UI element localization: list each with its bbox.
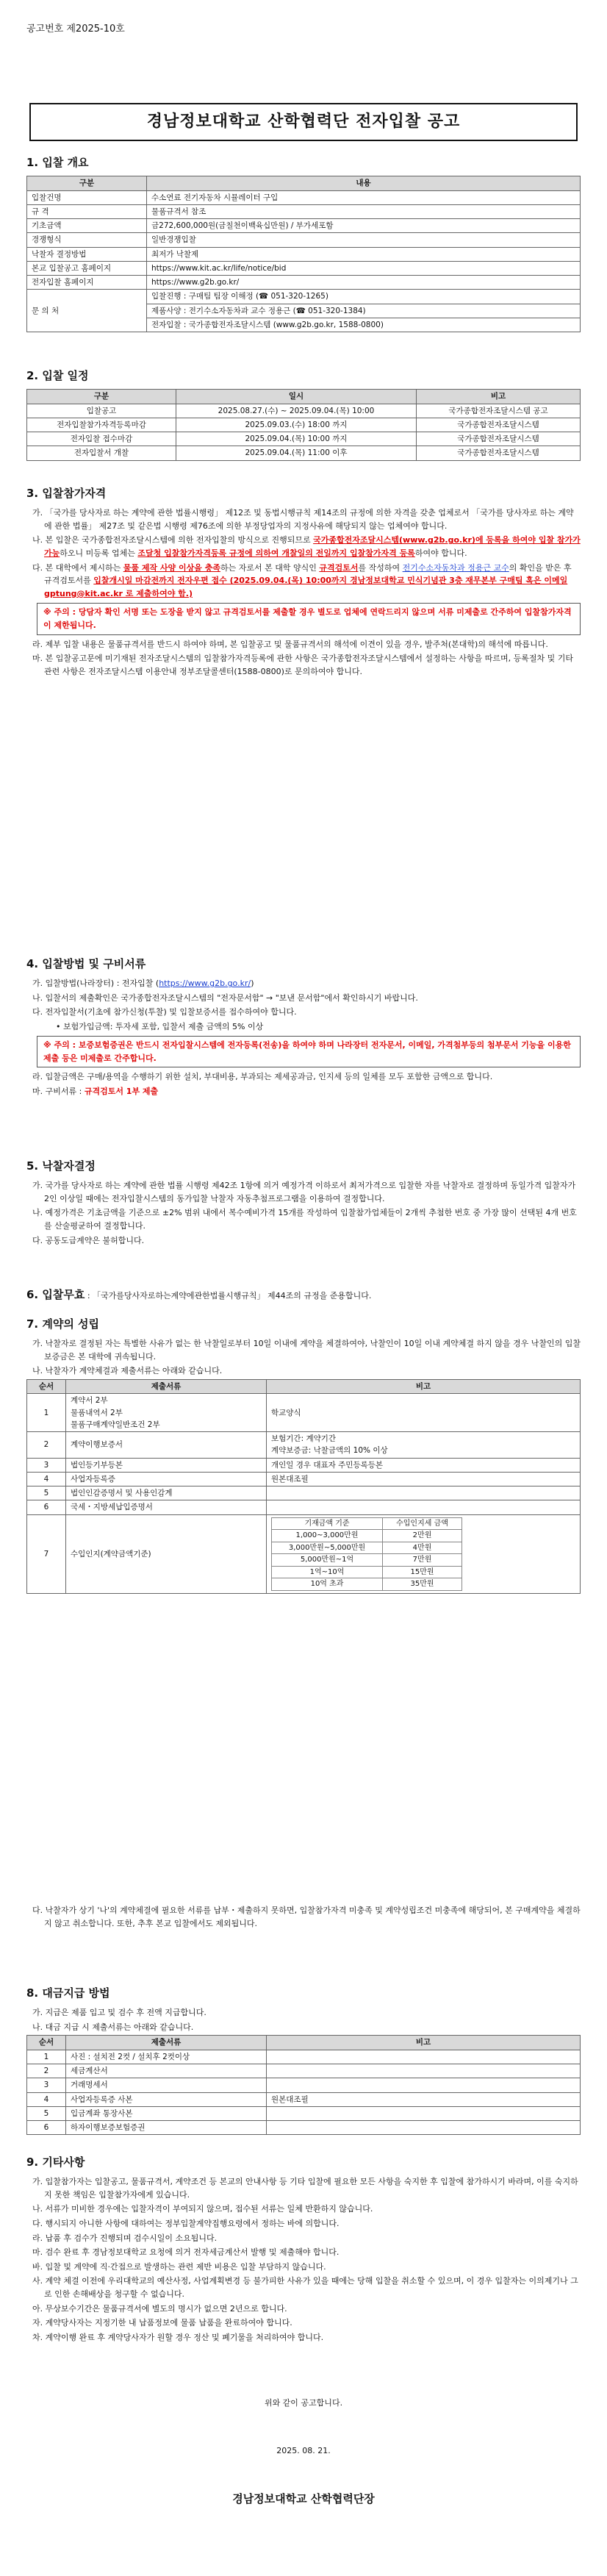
cell: 국가종합전자조달시스템 공고 — [417, 404, 581, 418]
cell — [267, 2106, 581, 2120]
cell: 5,000만원~1억 — [272, 1554, 383, 1567]
row-key: 입찰건명 — [27, 190, 147, 204]
section-heading: 2. 입찰 일정 — [26, 369, 89, 382]
table-row — [27, 1500, 581, 1514]
paragraph-ra: 라. 입찰금액은 구매/용역을 수행하기 위한 설치, 부대비용, 부과되는 제세공과금, 인지세 등의 일체를 모두 포함한 금액으로 합니다. — [32, 1072, 493, 1082]
list-item: 마. 검수 완료 후 경남정보대학교 요청에 의거 전자세금계산서 발행 및 제출해야 합니다. — [32, 2247, 340, 2258]
table-row — [27, 2106, 581, 2120]
section-method — [26, 956, 581, 1099]
overview-table — [26, 176, 581, 332]
cell: 전자입찰 접수마감 — [27, 432, 176, 446]
emphasis-text: 국가종합전자조달시스템(www.g2b.go.kr)에 등록을 하여야 입찰 참가가 가능 — [44, 535, 581, 559]
table-header: 비고 — [417, 390, 581, 404]
table-header: 순서 — [27, 2036, 66, 2050]
cell: 1 — [27, 2050, 66, 2064]
table-header: 구분 — [27, 176, 147, 190]
cell: 원본대조필 — [267, 1472, 581, 1486]
section-award — [26, 1158, 581, 1248]
g2b-link[interactable]: https://www.g2b.go.kr/ — [159, 978, 251, 989]
cell: 7만원 — [383, 1554, 462, 1567]
cell: 세금계산서 — [66, 2064, 267, 2078]
table-row — [272, 1578, 462, 1591]
bid-notice-link[interactable]: https://www.kit.ac.kr/life/notice/bid — [147, 261, 581, 275]
page-title: 경남정보대학교 산학협력단 전자입찰 공고 — [29, 103, 578, 141]
row-value: 금272,600,000원(금칠천이백육십만원) / 부가세포함 — [147, 219, 581, 233]
list-item: 다. 행시되지 아니한 사항에 대하여는 정부입찰계약집행요령에서 정하는 바에 의합니다. — [32, 2219, 340, 2229]
table-row — [272, 1542, 462, 1554]
cell: 사업자등록증 사본 — [66, 2092, 267, 2106]
text: 마. 구비서류 : — [32, 1086, 85, 1096]
paragraph-ga: 가. 국가를 당사자로 하는 계약에 관한 법률 시행령 제42조 1항에 의거 예정가격 이하로서 최저가격으로 입찰한 자를 낙찰자로 결정하며 동일가격 입찰자가 2인 이상일 때에는 전자입찰시스템의 동가입찰 낙찰자 자동추첨프로그램을 이용하여 결정합니다. — [32, 1181, 576, 1203]
row-value: 일반경쟁입찰 — [147, 233, 581, 247]
row-value: 수소연료 전기자동차 시뮬레이터 구입 — [147, 190, 581, 204]
section-heading: 7. 계약의 성립 — [26, 1317, 100, 1331]
notice-number: 공고번호 제2025-10호 — [26, 24, 125, 35]
payment-docs-table — [26, 2035, 581, 2135]
section-heading: 5. 낙찰자결정 — [26, 1159, 96, 1173]
table-header: 기재금액 기준 — [272, 1517, 383, 1530]
paragraph-ga: 가. 낙찰자로 결정된 자는 특별한 사유가 없는 한 낙찰일로부터 10일 이내에 계약을 체결하여야, 낙찰인이 10일 이내 계약체결 하지 않을 경우 낙찰인의 입찰보증금은 본 대학에 귀속됩니다. — [32, 1339, 581, 1362]
doc-line: 계약서 2부 — [71, 1396, 108, 1406]
cell — [267, 2121, 581, 2135]
cell: 개인일 경우 대표자 주민등록등본 — [267, 1458, 581, 1472]
paragraph-na — [26, 534, 581, 559]
cell: 계약이행보증서 — [66, 1432, 267, 1459]
cell: 국세・지방세납입증명서 — [66, 1500, 267, 1514]
cell: 4만원 — [383, 1542, 462, 1554]
cell: 6 — [27, 2121, 66, 2135]
table-header: 비고 — [267, 1380, 581, 1394]
emphasis-text: 규격검토서 1부 제출 — [84, 1086, 159, 1096]
row-key: 규 격 — [27, 204, 147, 218]
contract-docs-table — [26, 1379, 581, 1594]
list-item: 가. 입찰참가자는 입찰공고, 물품규격서, 계약조건 등 본교의 안내사항 등 기타 입찰에 필요한 모든 사항을 숙지한 후 입찰에 참가하시기 바라며, 이를 숙지하지 못한 책임은 입찰참가자에게 있습니다. — [32, 2177, 578, 2200]
cell: 3 — [27, 1458, 66, 1472]
row-key: 전자입찰 홈페이지 — [27, 276, 147, 290]
warning-box: ※ 주의 : 당담자 확인 서명 또는 도장을 받지 않고 규격검토서를 제출할 경우 별도로 업체에 연락드리지 않으며 서류 미제출로 간주하여 입찰참가자격이 제한됩니다. — [37, 603, 581, 634]
text: 다. 본 대학에서 제시하는 — [32, 562, 123, 573]
cell: 1 — [27, 1394, 66, 1432]
cell: 하자이행보증보험증권 — [66, 2121, 267, 2135]
text: 하는 자로서 본 대학 양식인 — [220, 562, 320, 573]
paragraph-ga — [26, 977, 581, 990]
cell: 법인등기부등본 — [66, 1458, 267, 1472]
cell: 10억 초과 — [272, 1578, 383, 1591]
cell: 6 — [27, 1500, 66, 1514]
paragraph-ma: 마. 본 입찰공고문에 미기재된 전자조달시스템의 입찰참가자격등록에 관한 사항은 국가종합전자조달시스템에서 설정하는 사항을 따르며, 등록절차 및 기타 관련 사항은 전자조달시스템 이용안내 정부조달콜센터(1588-0800)로 문의하여야 합니다. — [32, 654, 574, 676]
cell: 2025.09.03.(수) 18:00 까지 — [176, 418, 417, 432]
schedule-table — [26, 389, 581, 460]
paragraph-na: 나. 예정가격은 기초금액을 기준으로 ±2% 범위 내에서 복수예비가격 15개를 작성하여 입찰참가업체들이 2개씩 추첨한 번호 중 가장 많이 선택된 4개 번호를 산술평균하여 결정합니다. — [32, 1208, 577, 1231]
section-heading: 1. 입찰 개요 — [26, 156, 89, 169]
closing-date: 2025. 08. 21. — [276, 2446, 331, 2455]
text: 하오니 미등록 업체는 — [60, 548, 138, 559]
section-eligibility — [26, 485, 581, 679]
table-header: 제출서류 — [66, 2036, 267, 2050]
row-key: 문 의 처 — [27, 290, 147, 332]
cell: 국가종합전자조달시스템 — [417, 446, 581, 460]
table-row — [27, 1458, 581, 1472]
table-row — [27, 290, 581, 304]
table-row — [27, 404, 581, 418]
section-heading: 9. 기타사항 — [26, 2155, 85, 2169]
row-key: 기초금액 — [27, 219, 147, 233]
table-header: 제출서류 — [66, 1380, 267, 1394]
section-heading: 6. 입찰무효 — [26, 1288, 85, 1301]
text: 나. 본 입찰은 국가종합전자조달시스템에 의한 전자입찰의 방식으로 진행되므로 — [32, 535, 314, 545]
table-row — [27, 204, 581, 218]
cell: 4 — [27, 1472, 66, 1486]
list-item: 바. 입찰 및 계약에 직·간접으로 발생하는 관련 제반 비용은 입찰 부담하지 않습니다. — [32, 2261, 326, 2272]
cell: 2025.08.27.(수) ~ 2025.09.04.(목) 10:00 — [176, 404, 417, 418]
emphasis-text: 입찰개시일 마감전까지 전자우편 접수 (2025.09.04.(목) 10:00까지 경남정보대학교 민식기념관 3층 재무본부 구매팀 혹은 이메일 gptung@kit.ac.kr 로 제출하여야 함.) — [44, 576, 568, 598]
section-overview — [26, 154, 581, 332]
section-misc — [26, 2154, 581, 2345]
cell — [267, 1500, 581, 1514]
table-row — [27, 2064, 581, 2078]
issuer-name: 경남정보대학교 산학협력단장 — [232, 2492, 375, 2505]
table-row — [27, 233, 581, 247]
contact-line: 입찰진행 : 구매팀 팀장 이해정 (☎ 051-320-1265) — [147, 290, 581, 304]
cell: 수입인지(계약금액기준) — [66, 1514, 267, 1593]
cell — [267, 1486, 581, 1500]
list-item: 아. 무상보수기간은 물품규격서에 별도의 명시가 없으면 2년으로 합니다. — [32, 2303, 287, 2314]
cell: 3,000만원~5,000만원 — [272, 1542, 383, 1554]
cell: 입찰공고 — [27, 404, 176, 418]
table-row — [27, 1514, 581, 1593]
list-item: 사. 계약 체결 이전에 우리대학교의 예산사정, 사업계획변경 등 불가피한 사유가 있을 때에는 당해 입찰을 취소할 수 있으며, 이 경우 입찰자는 이의제기나 그로 인한 손해배상을 청구할 수 없습니다. — [32, 2276, 578, 2299]
table-row — [27, 446, 581, 460]
table-header: 비고 — [267, 2036, 581, 2050]
paragraph-da — [26, 562, 581, 601]
list-item: 라. 납품 후 검수가 진행되며 검수시일이 소요됩니다. — [32, 2233, 218, 2243]
cell: 2025.09.04.(목) 11:00 이후 — [176, 446, 417, 460]
paragraph-na: 나. 낙찰자가 계약체결과 제출서류는 아래와 같습니다. — [32, 1366, 223, 1376]
paragraph-ma — [26, 1085, 581, 1098]
paragraph-na: 나. 대금 지급 시 제출서류는 아래와 같습니다. — [32, 2022, 194, 2032]
cell — [66, 1394, 267, 1432]
list-item: 차. 계약이행 완료 후 계약당사자가 원할 경우 정산 및 폐기물을 처리하여야 합니다. — [32, 2332, 324, 2342]
table-row — [272, 1554, 462, 1567]
cell: 입금계좌 통장사본 — [66, 2106, 267, 2120]
sub-bullet: • 보험가입금액: 투자세 포함, 입찰서 제출 금액의 5% 이상 — [56, 1022, 264, 1032]
section-schedule — [26, 368, 581, 461]
cell: 법인인감증명서 및 사용인감계 — [66, 1486, 267, 1500]
text: 가. 입찰방법(나라장터) : 전자입찰 ( — [32, 978, 159, 989]
paragraph-ga: 가. 지급은 제품 입고 및 검수 후 전액 지급합니다. — [32, 2008, 206, 2018]
section-invalid — [26, 1287, 581, 1303]
table-header: 수입인지세 금액 — [383, 1517, 462, 1530]
table-row — [27, 1486, 581, 1500]
cell: 원본대조필 — [267, 2092, 581, 2106]
table-row — [27, 219, 581, 233]
section-contract-continued — [26, 1904, 581, 1931]
text: 의 확인을 받은 후 규격검토서를 — [44, 562, 572, 586]
section-contract — [26, 1316, 581, 1594]
section-heading: 8. 대금지급 방법 — [26, 1986, 110, 2000]
paragraph-ga: 가. 「국가를 당사자로 하는 계약에 관한 법률시행령」 제12조 및 동법시행규칙 제14조의 규정에 의한 자격을 갖춘 업체로서 「국가를 당사자로 하는 계약에 관한 법률」 제27조 및 같은법 시행령 제76조에 의한 부정당업자의 지정사유에 해당되지 않는 업체여야 합니다. — [32, 508, 574, 531]
cell: 전자입찰서 개찰 — [27, 446, 176, 460]
cell: 전자입찰참가자격등록마감 — [27, 418, 176, 432]
section-heading: 4. 입찰방법 및 구비서류 — [26, 957, 146, 970]
paragraph-na: 나. 입찰서의 제출확인은 국가종합전자조달시스템의 "전자문서함" → "보낸 문서함"에서 확인하시기 바랍니다. — [32, 992, 418, 1003]
table-header: 내용 — [147, 176, 581, 190]
table-header: 구분 — [27, 390, 176, 404]
row-key: 낙찰자 결정방법 — [27, 247, 147, 261]
cell: 4 — [27, 2092, 66, 2106]
list-item: 나. 서류가 미비한 경우에는 입찰자격이 부여되지 않으며, 접수된 서류는 일체 반환하지 않습니다. — [32, 2204, 373, 2214]
paragraph-ra: 라. 제부 입찰 내용은 물품규격서를 반드시 하여야 하며, 본 입찰공고 및 물품규격서의 해석에 이견이 있을 경우, 발주처(본대학)의 해석에 따릅니다. — [32, 639, 548, 649]
cell: 국가종합전자조달시스템 — [417, 418, 581, 432]
table-row — [27, 190, 581, 204]
emphasis-text: 조달청 입찰참가자격등록 규정에 의하여 개찰일의 전일까지 입찰참가자격 등록 — [137, 548, 415, 559]
table-row — [27, 276, 581, 290]
emphasis-text: 규격검토서 — [319, 562, 359, 573]
cell: 2 — [27, 1432, 66, 1459]
text: 하여야 합니다. — [414, 548, 467, 559]
cell: 거래명세서 — [66, 2078, 267, 2092]
cell — [267, 2078, 581, 2092]
table-row — [27, 1394, 581, 1432]
cell: 국가종합전자조달시스템 — [417, 432, 581, 446]
table-row — [27, 1472, 581, 1486]
e-bid-link[interactable]: https://www.g2b.go.kr/ — [147, 276, 581, 290]
table-row — [27, 2078, 581, 2092]
table-row — [27, 418, 581, 432]
cell: 5 — [27, 1486, 66, 1500]
cell: 35만원 — [383, 1578, 462, 1591]
contact-line: 전자입찰 : 국가종합전자조달시스템 (www.g2b.go.kr, 1588-0800) — [147, 318, 581, 332]
cell: 1,000~3,000만원 — [272, 1530, 383, 1542]
table-row — [272, 1566, 462, 1578]
cell: 학교양식 — [267, 1394, 581, 1432]
paragraph-da: 다. 공동도급계약은 불허합니다. — [32, 1235, 145, 1245]
section-payment — [26, 1985, 581, 2135]
cell: 2025.09.04.(목) 10:00 까지 — [176, 432, 417, 446]
section-text: : 「국가를당사자로하는계약에관한법률시행규칙」 제44조의 규정을 준용합니다. — [85, 1291, 372, 1300]
table-row — [272, 1530, 462, 1542]
cell — [267, 1514, 581, 1593]
list-item: 자. 계약당사자는 지정기한 내 납품정보에 물품 납품을 완료하여야 합니다. — [32, 2318, 292, 2328]
table-row — [27, 432, 581, 446]
contact-person: 전기수소자동차과 정용근 교수 — [402, 562, 509, 573]
cell: 2만원 — [383, 1530, 462, 1542]
paragraph-da: 다. 전자입찰서(기초에 참가신청(투찰) 및 입찰보증서를 접수하여야 합니다. — [32, 1007, 297, 1017]
table-row — [27, 2121, 581, 2135]
cell: 7 — [27, 1514, 66, 1593]
table-row — [27, 2092, 581, 2106]
cell: 사진 : 설치전 2컷 / 설치후 2컷이상 — [66, 2050, 267, 2064]
row-value: 물품규격서 참조 — [147, 204, 581, 218]
text: 를 작성하여 — [358, 562, 403, 573]
row-key: 본교 입찰공고 홈페이지 — [27, 261, 147, 275]
table-row — [27, 2050, 581, 2064]
cell — [267, 2064, 581, 2078]
doc-line: 물품구매계약일반조건 2부 — [71, 1420, 160, 1429]
table-row — [27, 1432, 581, 1459]
cell: 보험기간: 계약기간 계약보증금: 낙찰금액의 10% 이상 — [267, 1432, 581, 1459]
section-heading: 3. 입찰참가자격 — [26, 487, 107, 500]
warning-box: ※ 주의 : 보증보험증권은 반드시 전자입찰시스템에 전자등록(전송)을 하여야 하며 나라장터 전자문서, 이메일, 가격첨부등의 첨부문서 기능을 이용한 제출 등은 미제출로 간주합니다. — [37, 1036, 581, 1067]
paragraph-da: 다. 낙찰자가 상기 '나'의 계약체결에 필요한 서류를 납부・제출하지 못하면, 입찰참가자격 미충족 및 계약성립조건 미충족에 해당되어, 본 구매계약을 체결하지 않고 취소합니다. 또한, 추후 본교 입찰에서도 제외됩니다. — [32, 1906, 581, 1928]
table-row — [27, 261, 581, 275]
cell: 사업자등록증 — [66, 1472, 267, 1486]
cell: 1억~10억 — [272, 1566, 383, 1578]
row-key: 경쟁형식 — [27, 233, 147, 247]
row-value: 최저가 낙찰제 — [147, 247, 581, 261]
cell — [267, 2050, 581, 2064]
stamp-tax-table — [271, 1517, 462, 1591]
table-header: 순서 — [27, 1380, 66, 1394]
table-row — [27, 247, 581, 261]
cell: 2 — [27, 2064, 66, 2078]
closing-line: 위와 같이 공고합니다. — [264, 2398, 343, 2408]
cell: 5 — [27, 2106, 66, 2120]
doc-line: 물품내역서 2부 — [71, 1408, 123, 1417]
cell: 3 — [27, 2078, 66, 2092]
table-header: 일시 — [176, 390, 417, 404]
text: ) — [251, 978, 254, 989]
emphasis-text: 물품 제작 사양 이상을 충족 — [123, 562, 220, 573]
cell: 15만원 — [383, 1566, 462, 1578]
contact-line: 제품사양 : 전기수소자동차과 교수 정용근 (☎ 051-320-1384) — [147, 304, 581, 318]
